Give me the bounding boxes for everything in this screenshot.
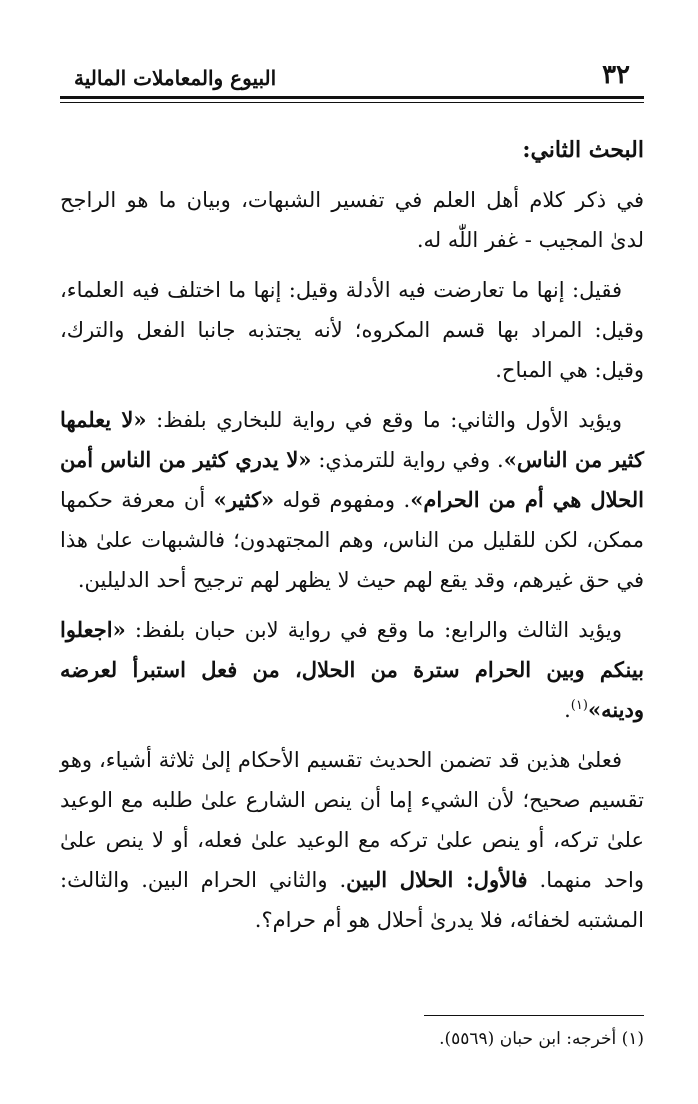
paragraph-intro: في ذكر كلام أهل العلم في تفسير الشبهات، وبيان ما هو الراجح لدىٰ المجيب - غفر اللّٰه له.: [60, 188, 644, 252]
hadith-quote-tirmidhi: «لا يدري كثير من الناس أمن الحلال هي أم من الحرام»: [60, 447, 645, 512]
header-rule-thick: [60, 96, 644, 99]
text-run: . والثاني الحرام البين. والثالث: المشتبه لخفائه، فلا يدرىٰ أحلال هو أم حرام؟.: [60, 868, 644, 932]
text-run: ويؤيد الثالث والرابع: ما وقع في رواية لابن حبان بلفظ:: [125, 618, 622, 642]
hadith-quote-ibn-hibban: «اجعلوا بينكم وبين الحرام سترة من الحلال، من فعل استبرأ لعرضه ودينه»: [60, 617, 644, 722]
page-number: ٣٢: [602, 60, 630, 90]
footnote-separator: [424, 1015, 644, 1016]
book-page: [60, 40, 644, 1070]
header-rule-thin: [60, 102, 644, 103]
footnote-reference[interactable]: (١): [570, 698, 588, 713]
running-title: البيوع والمعاملات المالية: [74, 66, 277, 90]
quoted-word-kathir: «كثير»: [213, 487, 275, 512]
text-run: . وفي رواية للترمذي:: [311, 448, 504, 472]
paragraph-definitions: فقيل: إنها ما تعارضت فيه الأدلة وقيل: إنها ما اختلف فيه العلماء، وقيل: المراد بها قسم المكروه؛ لأنه يجتذبه جانبا الفعل والترك، وقيل: هي المباح.: [60, 278, 644, 382]
text-run: ويؤيد الأول والثاني: ما وقع في رواية للبخاري بلفظ:: [146, 408, 623, 432]
section-heading: البحث الثاني:: [522, 137, 644, 163]
text-run: .: [564, 698, 571, 722]
body-text: [60, 130, 644, 950]
text-run: فعلىٰ هذين قد تضمن الحديث تقسيم الأحكام إلىٰ ثلاثة أشياء، وهو تقسيم صحيح؛ لأن الشيء إما أن ينص الشارع علىٰ طلبه مع الوعيد علىٰ تركه، أو ينص علىٰ تركه مع الوعيد علىٰ فعله، أو لا ينص علىٰ واحد منهما.: [60, 748, 645, 892]
hadith-quote-bukhari: «لا يعلمها كثير من الناس»: [60, 407, 644, 472]
page-header: [60, 40, 644, 90]
text-run: أن معرفة حكمها ممكن، لكن للقليل من الناس، وهم المجتهدون؛ فالشبهات علىٰ هذا في حق غيرهم، وقد يقع لهم حيث لا يظهر لهم ترجيح أحد الدليلين.: [60, 488, 644, 592]
bold-phrase-first-halal: فالأول: الحلال البين: [346, 867, 528, 892]
paragraph-support-first-second: [60, 400, 644, 600]
paragraph-support-third-fourth: [60, 610, 644, 730]
paragraph-conclusion: [60, 740, 644, 940]
footnote: (١) أخرجه: ابن حبان (٥٥٦٩).: [439, 1029, 644, 1049]
text-run: . ومفهوم قوله: [274, 488, 411, 512]
